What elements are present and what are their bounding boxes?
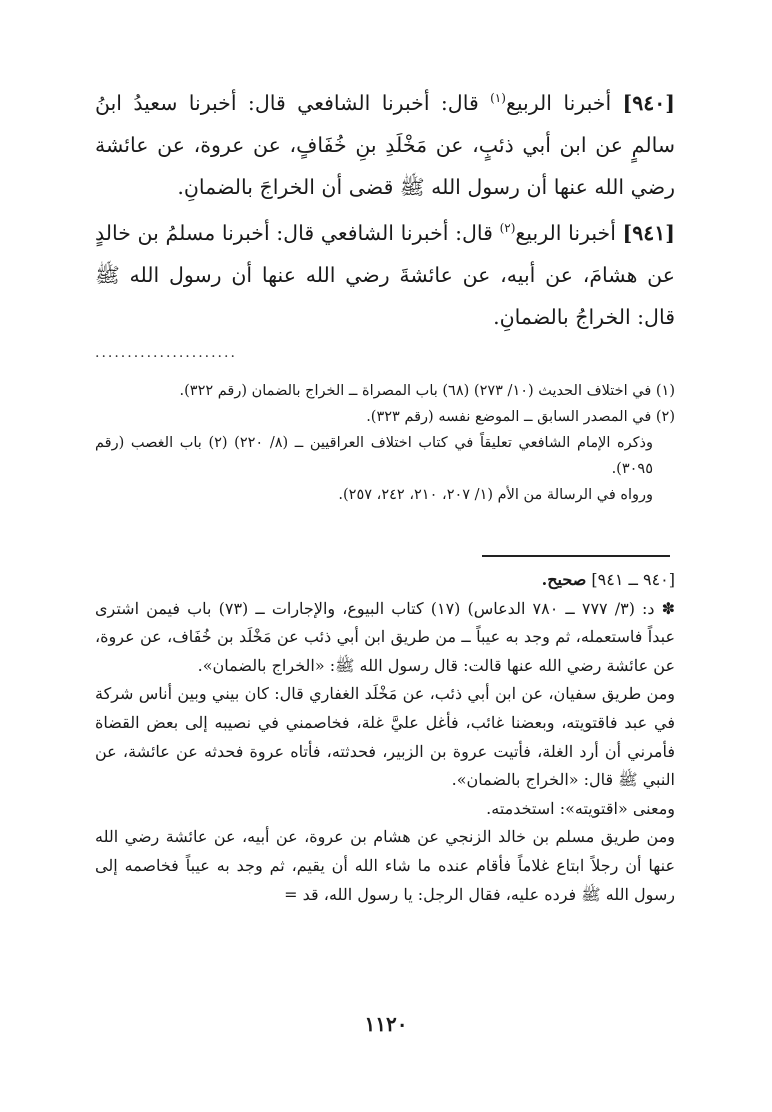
hadith-940 [95, 82, 675, 208]
takhrij-paragraph: ومن طريق مسلم بن خالد الزنجي عن هشام بن عروة، عن أبيه، عن عائشة رضي الله عنها أن رجلاً ابتاع غلاماً فأقام عنده ما شاء الله أن يقيم، ثم وجد به عيباً فخاصمه إلى رسول الله ﷺ فرده عليه، فقال الرجل: يا رسول الله، قد = [95, 827, 675, 904]
takhrij-section [95, 566, 675, 909]
takhrij-grade: صحيح. [541, 570, 587, 589]
takhrij-heading [95, 566, 675, 595]
takhrij-separator-line [482, 555, 670, 557]
footnote-2-continuation: وذكره الإمام الشافعي تعليقاً في كتاب اختلاف العراقيين ــ (٨/ ٢٢٠) (٢) باب الغصب (رقم ٣٠٩٥). [95, 435, 653, 477]
footnote-ref[interactable]: (١) [490, 91, 506, 106]
takhrij-range: [٩٤٠ ــ ٩٤١] [591, 570, 675, 589]
hadith-941 [95, 212, 675, 338]
footnotes [95, 378, 675, 508]
takhrij-paragraph: ومعنى «اقتويته»: استخدمته. [486, 798, 675, 818]
hadith-number: [٩٤٠] [622, 91, 675, 115]
takhrij-paragraph: ومن طريق سفيان، عن ابن أبي ذئب، عن مَخْلَد الغفاري قال: كان بيني وبين أناس شركة في عبد فاقتويته، وبعضنا غائب، فأغل عليَّ غلة، فخاصمني في نصيبه إلى بعض القضاة فأمرني أن أرد الغلة، فأتيت عروة بن الزبير، فحدثته، فأتاه عروة فحدثه عن عائشة، عن النبي ﷺ قال: «الخراج بالضمان». [95, 684, 675, 790]
page-number: ١١٢٠ [364, 1012, 408, 1036]
footnote-ref[interactable]: (٢) [499, 221, 516, 236]
main-text [95, 82, 675, 342]
takhrij-paragraph: ✽ د: (٣/ ٧٧٧ ــ ٧٨٠ الدعاس) (١٧) كتاب البيوع، والإجارات ــ (٧٣) باب فيمن اشترى عبداً فاستعمله، ثم وجد به عيباً ــ من طريق ابن أبي ذئب عن مَخْلَد بن خُفَاف، عن عروة، عن عائشة رضي الله عنها قالت: قال رسول الله ﷺ: «الخراج بالضمان». [95, 598, 676, 675]
footnote-2: (٢) في المصدر السابق ــ الموضع نفسه (رقم ٣٢٣). [366, 409, 675, 425]
hadith-text: قال: أخبرنا الشافعي قال: أخبرنا مسلمُ بن خالدٍ عن هشامَ، عن أبيه، عن عائشةَ رضي الله عنها أن رسول الله ﷺ قال: الخراجُ بالضمانِ. [95, 221, 675, 329]
hadith-text: أخبرنا الربيع [515, 221, 616, 245]
hadith-text: قال: أخبرنا الشافعي قال: أخبرنا سعيدُ ابنُ سالمٍ عن ابن أبي ذئبٍ، عن مَخْلَدِ بنِ خُفَافٍ، عن عروة، عن عائشة رضي الله عنها أن رسول الله ﷺ قضى أن الخراجَ بالضمانِ. [95, 91, 675, 199]
footnote-separator: ...................... [95, 345, 237, 361]
hadith-text: أخبرنا الربيع [505, 91, 612, 115]
footnote-1: (١) في اختلاف الحديث (١٠/ ٢٧٣) (٦٨) باب المصراة ــ الخراج بالضمان (رقم ٣٢٢). [179, 383, 675, 399]
footnote-2-continuation: ورواه في الرسالة من الأم (١/ ٢٠٧، ٢١٠، ٢٤٢، ٢٥٧). [338, 487, 653, 503]
hadith-number: [٩٤١] [622, 221, 675, 245]
